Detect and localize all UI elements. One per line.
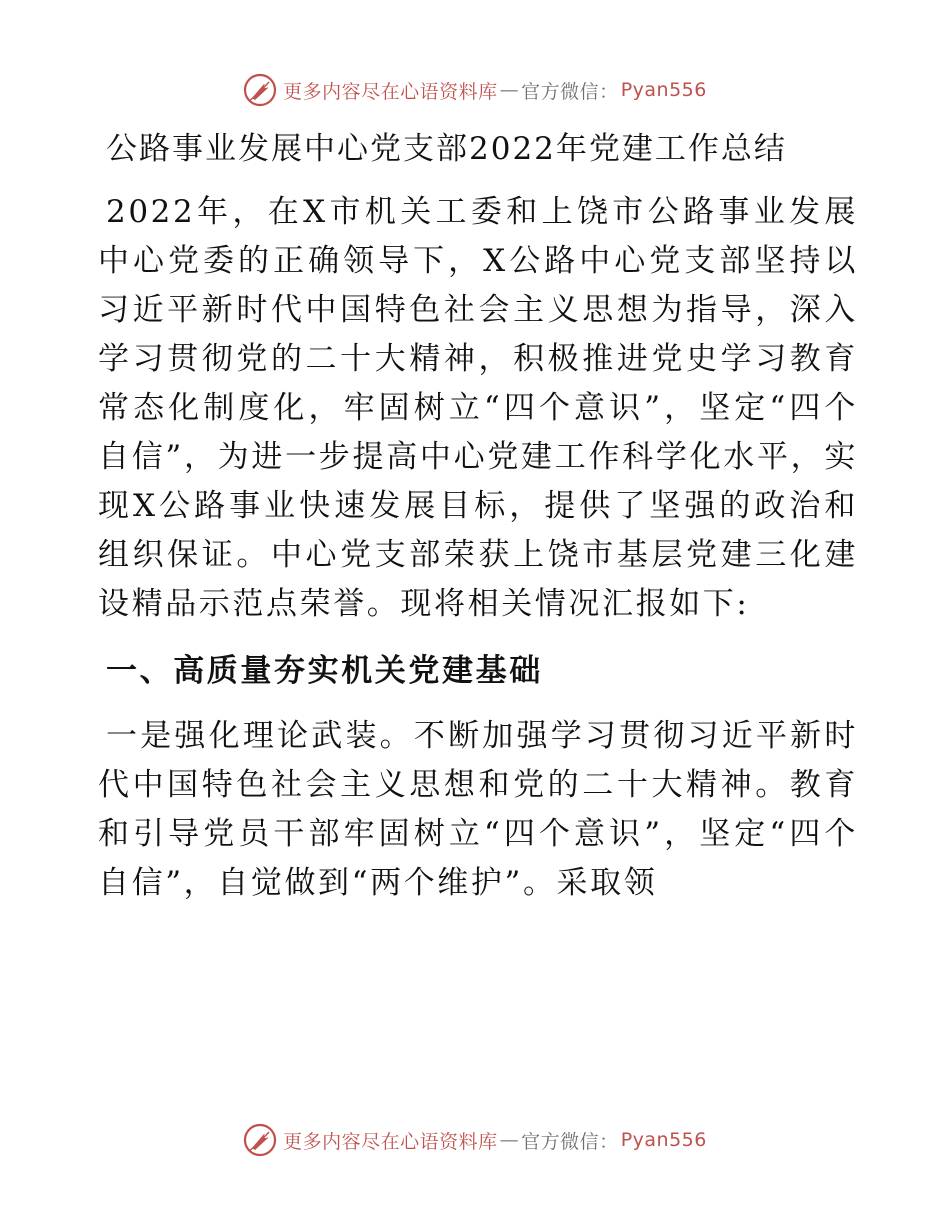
pen-nib-logo-icon [243,1123,277,1157]
pen-nib-logo-icon [243,73,277,107]
watermark-contact-label: 官方微信： [521,1130,619,1153]
watermark-contact-id: Pyan556 [620,1129,707,1151]
section-paragraph: 一是强化理论武装。不断加强学习贯彻习近平新时代中国特色社会主义思想和党的二十大精神。教育和引导党员干部牢固树立“四个意识”，坚定“四个自信”，自觉做到“两个维护”。采取领 [98,718,858,901]
document-title: 公路事业发展中心党支部2022年党建工作总结 [106,131,787,167]
document-body [98,124,858,926]
watermark-text: 更多内容尽在心语资料库 [283,80,498,103]
section-heading: 一、高质量夯实机关党建基础 [106,653,543,689]
watermark-separator: — [499,1129,520,1151]
watermark-separator: — [499,79,520,101]
watermark-contact-id: Pyan556 [620,79,707,101]
watermark-text: 更多内容尽在心语资料库 [283,1130,498,1153]
intro-paragraph: 2022年，在X市机关工委和上饶市公路事业发展中心党委的正确领导下，X公路中心党支部坚持以习近平新时代中国特色社会主义思想为指导，深入学习贯彻党的二十大精神，积极推进党史学习教育常态化制度化，牢固树立“四个意识”，坚定“四个自信”，为进一步提高中心党建工作科学化水平，实现X公路事业快速发展目标，提供了坚强的政治和组织保证。中心党支部荣获上饶市基层党建三化建设精品示范点荣誉。现将相关情况汇报如下: [98,194,858,622]
watermark-contact-label: 官方微信： [521,80,619,103]
watermark-footer [0,1120,950,1160]
watermark-header [0,70,950,110]
